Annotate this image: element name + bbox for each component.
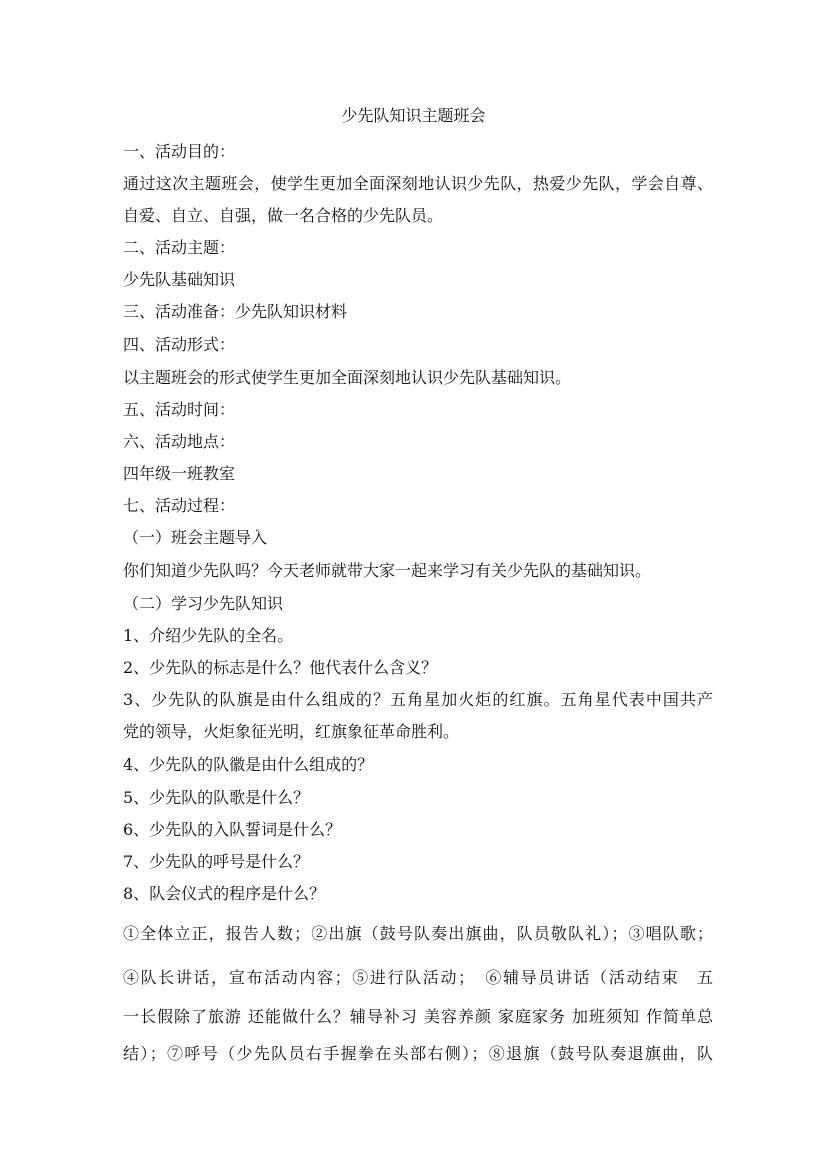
ceremony-steps-line: 一长假除了旅游 还能做什么？辅导补习 美容养颜 家庭家务 加班须知 作简单总 [123, 1007, 713, 1026]
list-item: 2、少先队的标志是什么？他代表什么含义？ [123, 658, 438, 677]
subsection-heading: （二）学习少先队知识 [123, 594, 284, 613]
list-item: 6、少先队的入队誓词是什么？ [123, 820, 342, 839]
document-title: 少先队知识主题班会 [341, 106, 486, 125]
list-item: 3、少先队的队旗是由什么组成的？五角星加火炬的红旗。五角星代表中国共产 [123, 690, 713, 709]
paragraph-line: 四年级一班教室 [123, 464, 236, 483]
list-item: 4、少先队的队徽是由什么组成的？ [123, 755, 374, 774]
paragraph-line: 以主题班会的形式使学生更加全面深刻地认识少先队基础知识。 [123, 368, 572, 387]
paragraph-line: 通过这次主题班会，使学生更加全面深刻地认识少先队，热爱少先队，学会自尊、 [123, 174, 713, 193]
list-item-continuation: 党的领导，火炬象征光明，红旗象征革命胜利。 [123, 722, 460, 741]
section-heading: 三、活动准备：少先队知识材料 [123, 302, 348, 321]
ceremony-steps-line: 结）；⑦呼号（少先队员右手握拳在头部右侧）；⑧退旗（鼓号队奏退旗曲，队 [123, 1044, 713, 1063]
subsection-heading: （一）班会主题导入 [123, 528, 268, 547]
list-item: 8、队会仪式的程序是什么？ [123, 884, 326, 903]
section-heading: 二、活动主题： [123, 238, 236, 257]
ceremony-steps-line: ①全体立正，报告人数；②出旗（鼓号队奏出旗曲，队员敬队礼）；③唱队歌； [123, 924, 713, 943]
section-heading: 一、活动目的： [123, 142, 236, 161]
ceremony-steps-line: ④队长讲话，宣布活动内容；⑤进行队活动； ⑥辅导员讲话（活动结束 五 [123, 968, 713, 987]
section-heading: 五、活动时间： [123, 400, 236, 419]
section-heading: 四、活动形式： [123, 335, 236, 354]
list-item: 5、少先队的队歌是什么？ [123, 788, 310, 807]
paragraph-line: 少先队基础知识 [123, 270, 236, 289]
paragraph-line: 你们知道少先队吗？今天老师就带大家一起来学习有关少先队的基础知识。 [123, 561, 652, 580]
section-heading: 七、活动过程： [123, 496, 236, 515]
paragraph-line: 自爱、自立、自强，做一名合格的少先队员。 [123, 206, 444, 225]
section-heading: 六、活动地点： [123, 432, 236, 451]
list-item: 7、少先队的呼号是什么？ [123, 852, 310, 871]
list-item: 1、介绍少先队的全名。 [123, 626, 294, 645]
